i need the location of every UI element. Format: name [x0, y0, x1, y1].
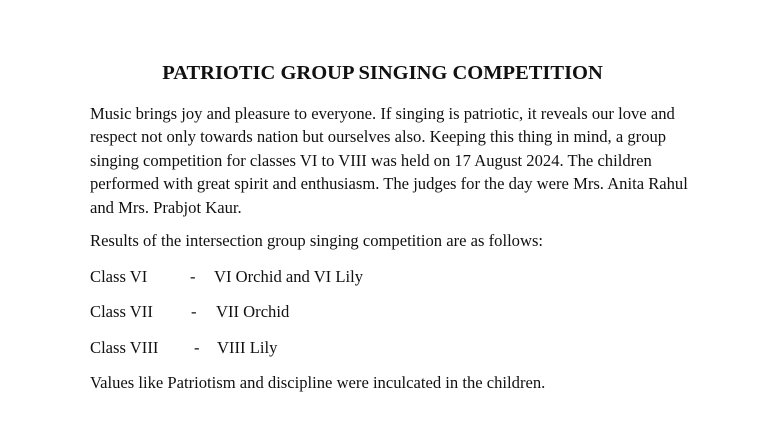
result-separator: -: [191, 302, 197, 321]
result-class-label: Class VIII: [90, 338, 159, 357]
result-winner: VII Orchid: [216, 302, 290, 321]
result-winner: VI Orchid and VI Lily: [214, 267, 364, 286]
document-title: PATRIOTIC GROUP SINGING COMPETITION: [162, 62, 603, 84]
result-winner: VIII Lily: [217, 338, 278, 357]
result-class-label: Class VI: [90, 267, 148, 286]
results-heading: Results of the intersection group singing competition are as follows:: [90, 231, 544, 250]
closing-paragraph: Values like Patriotism and discipline were inculcated in the children.: [90, 373, 546, 392]
intro-paragraph: Music brings joy and pleasure to everyone. If singing is patriotic, it reveals our love and respect not only towards nation but ourselves also. Keeping this thing in mind, a group singing competition for classes VI to VIII was held on 17 August 2024. The children performed with great spirit and enthusiasm. The judges for the day were Mrs. Anita Rahul and Mrs. Prabjot Kaur.: [90, 104, 688, 217]
result-class-label: Class VII: [90, 302, 153, 321]
result-separator: -: [194, 338, 200, 357]
result-separator: -: [190, 267, 196, 286]
